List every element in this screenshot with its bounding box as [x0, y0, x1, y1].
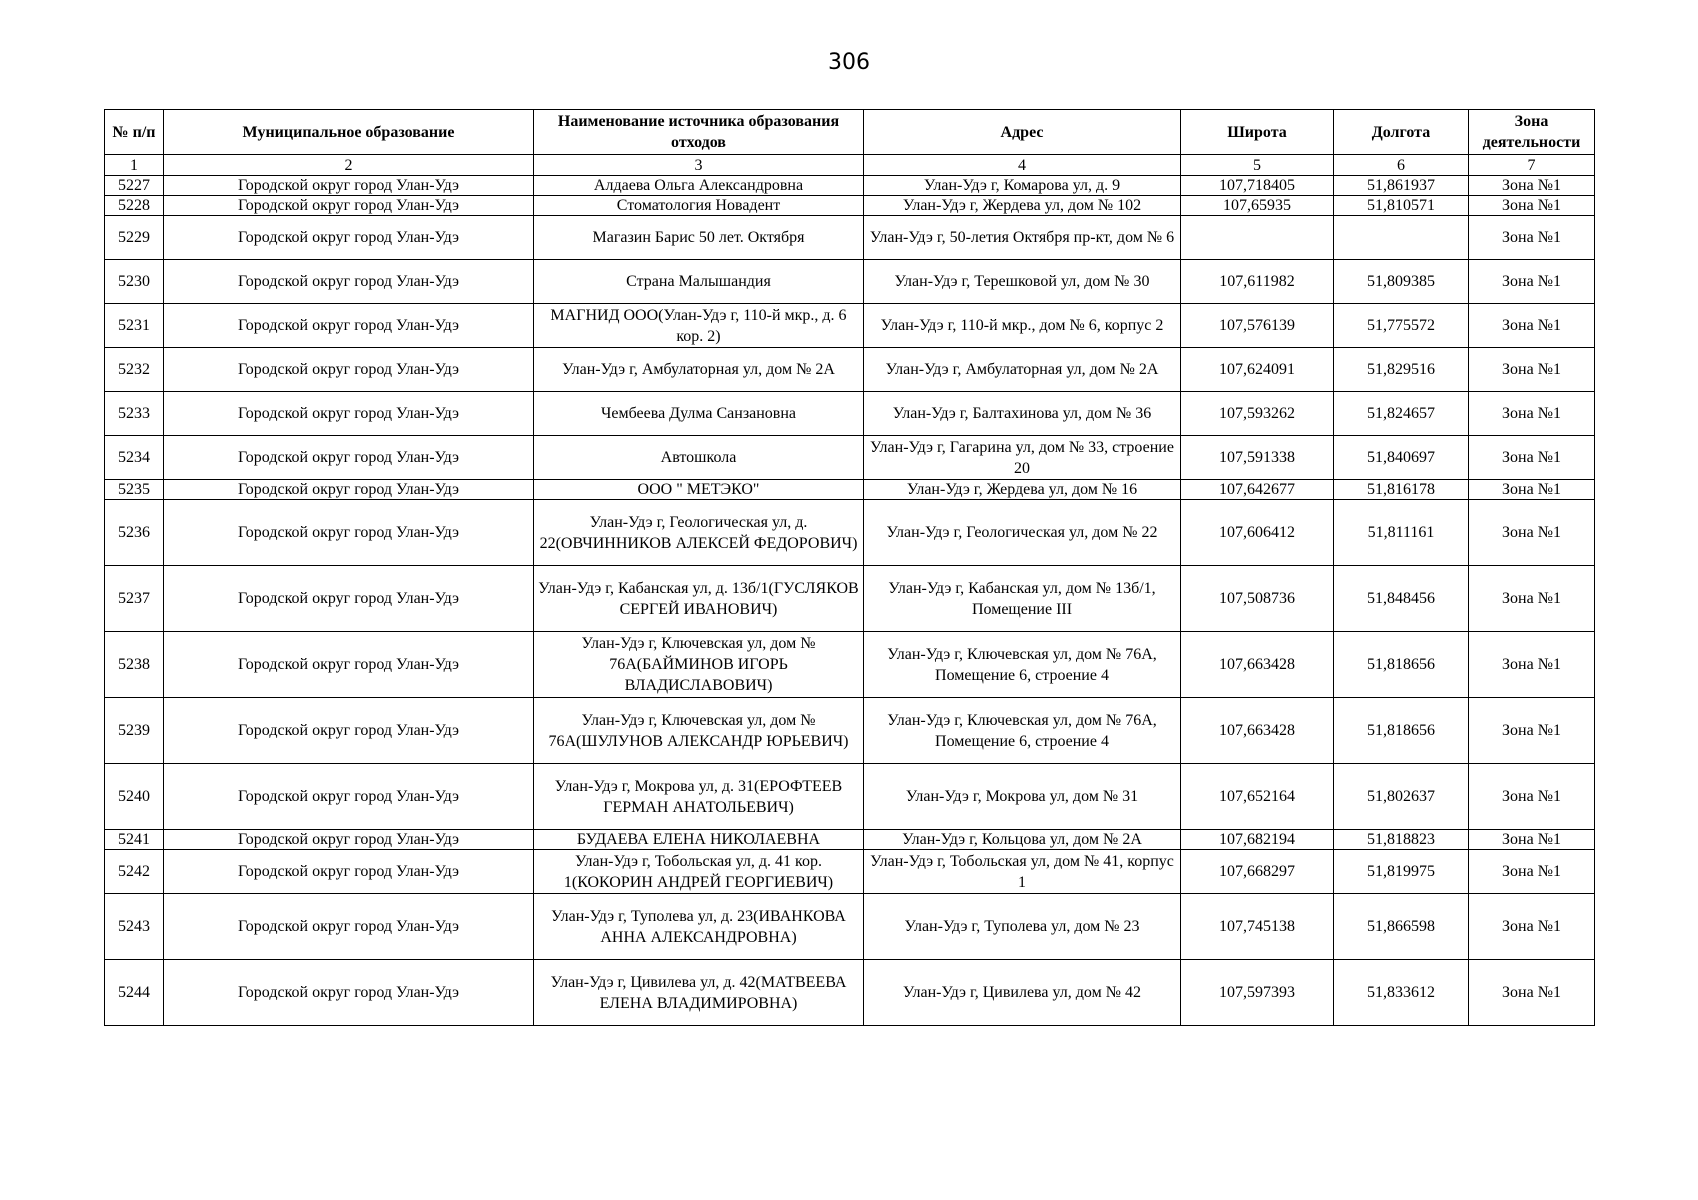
address-cell: Улан-Удэ г, Жердева ул, дом № 16: [864, 480, 1181, 500]
longitude-cell: 51,810571: [1334, 196, 1469, 216]
longitude-cell: 51,824657: [1334, 392, 1469, 436]
table-row: [105, 196, 1595, 216]
latitude-cell: 107,663428: [1181, 698, 1334, 764]
address-cell: Улан-Удэ г, Ключевская ул, дом № 76А, Помещение 6, строение 4: [864, 632, 1181, 698]
table-row: [105, 632, 1595, 698]
latitude-cell: 107,606412: [1181, 500, 1334, 566]
latitude-cell: 107,576139: [1181, 304, 1334, 348]
longitude-cell: 51,802637: [1334, 764, 1469, 830]
address-cell: Улан-Удэ г, Гагарина ул, дом № 33, строение 20: [864, 436, 1181, 480]
municipality-cell: Городской округ город Улан-Удэ: [164, 176, 534, 196]
address-cell: Улан-Удэ г, Амбулаторная ул, дом № 2А: [864, 348, 1181, 392]
source-name-cell: Улан-Удэ г, Ключевская ул, дом № 76А(ШУЛУНОВ АЛЕКСАНДР ЮРЬЕВИЧ): [534, 698, 864, 764]
longitude-cell: 51,829516: [1334, 348, 1469, 392]
address-cell: Улан-Удэ г, Жердева ул, дом № 102: [864, 196, 1181, 216]
longitude-cell: 51,819975: [1334, 850, 1469, 894]
table-row: [105, 480, 1595, 500]
zone-cell: Зона №1: [1469, 850, 1595, 894]
zone-cell: Зона №1: [1469, 304, 1595, 348]
row-number-cell: 5240: [105, 764, 164, 830]
zone-cell: Зона №1: [1469, 894, 1595, 960]
latitude-cell: 107,591338: [1181, 436, 1334, 480]
table-row: [105, 216, 1595, 260]
column-number: 3: [534, 155, 864, 176]
longitude-cell: 51,811161: [1334, 500, 1469, 566]
column-number: 5: [1181, 155, 1334, 176]
latitude-cell: 107,652164: [1181, 764, 1334, 830]
longitude-cell: 51,861937: [1334, 176, 1469, 196]
address-cell: Улан-Удэ г, 110-й мкр., дом № 6, корпус 2: [864, 304, 1181, 348]
table-row: [105, 392, 1595, 436]
table-row: [105, 260, 1595, 304]
table-row: [105, 894, 1595, 960]
row-number-cell: 5232: [105, 348, 164, 392]
table-row: [105, 436, 1595, 480]
table-row: [105, 698, 1595, 764]
latitude-cell: 107,508736: [1181, 566, 1334, 632]
latitude-cell: 107,668297: [1181, 850, 1334, 894]
zone-cell: Зона №1: [1469, 960, 1595, 1026]
row-number-cell: 5238: [105, 632, 164, 698]
col-header-municipality: Муниципальное образование: [164, 110, 534, 155]
zone-cell: Зона №1: [1469, 480, 1595, 500]
zone-cell: Зона №1: [1469, 348, 1595, 392]
row-number-cell: 5228: [105, 196, 164, 216]
row-number-cell: 5236: [105, 500, 164, 566]
row-number-cell: 5242: [105, 850, 164, 894]
municipality-cell: Городской округ город Улан-Удэ: [164, 480, 534, 500]
col-header-zone: Зона деятельности: [1469, 110, 1595, 155]
row-number-cell: 5227: [105, 176, 164, 196]
table-row: [105, 176, 1595, 196]
address-cell: Улан-Удэ г, Геологическая ул, дом № 22: [864, 500, 1181, 566]
municipality-cell: Городской округ город Улан-Удэ: [164, 392, 534, 436]
municipality-cell: Городской округ город Улан-Удэ: [164, 850, 534, 894]
latitude-cell: 107,624091: [1181, 348, 1334, 392]
address-cell: Улан-Удэ г, 50-летия Октября пр-кт, дом № 6: [864, 216, 1181, 260]
row-number-cell: 5235: [105, 480, 164, 500]
municipality-cell: Городской округ город Улан-Удэ: [164, 632, 534, 698]
address-cell: Улан-Удэ г, Цивилева ул, дом № 42: [864, 960, 1181, 1026]
source-name-cell: БУДАЕВА ЕЛЕНА НИКОЛАЕВНА: [534, 830, 864, 850]
source-name-cell: Улан-Удэ г, Туполева ул, д. 23(ИВАНКОВА АННА АЛЕКСАНДРОВНА): [534, 894, 864, 960]
municipality-cell: Городской округ город Улан-Удэ: [164, 304, 534, 348]
header-row: [105, 110, 1595, 155]
address-cell: Улан-Удэ г, Туполева ул, дом № 23: [864, 894, 1181, 960]
longitude-cell: 51,818656: [1334, 698, 1469, 764]
source-name-cell: Страна Малышандия: [534, 260, 864, 304]
source-name-cell: Магазин Барис 50 лет. Октября: [534, 216, 864, 260]
latitude-cell: 107,65935: [1181, 196, 1334, 216]
latitude-cell: 107,745138: [1181, 894, 1334, 960]
longitude-cell: 51,818823: [1334, 830, 1469, 850]
municipality-cell: Городской округ город Улан-Удэ: [164, 960, 534, 1026]
latitude-cell: 107,593262: [1181, 392, 1334, 436]
zone-cell: Зона №1: [1469, 698, 1595, 764]
waste-sources-table: [104, 109, 1595, 1026]
zone-cell: Зона №1: [1469, 764, 1595, 830]
row-number-cell: 5231: [105, 304, 164, 348]
address-cell: Улан-Удэ г, Мокрова ул, дом № 31: [864, 764, 1181, 830]
address-cell: Улан-Удэ г, Терешковой ул, дом № 30: [864, 260, 1181, 304]
source-name-cell: Улан-Удэ г, Амбулаторная ул, дом № 2А: [534, 348, 864, 392]
row-number-cell: 5234: [105, 436, 164, 480]
longitude-cell: 51,840697: [1334, 436, 1469, 480]
longitude-cell: 51,816178: [1334, 480, 1469, 500]
source-name-cell: Улан-Удэ г, Кабанская ул, д. 13б/1(ГУСЛЯКОВ СЕРГЕЙ ИВАНОВИЧ): [534, 566, 864, 632]
source-name-cell: Улан-Удэ г, Геологическая ул, д. 22(ОВЧИННИКОВ АЛЕКСЕЙ ФЕДОРОВИЧ): [534, 500, 864, 566]
col-header-number: № п/п: [105, 110, 164, 155]
address-cell: Улан-Удэ г, Кольцова ул, дом № 2А: [864, 830, 1181, 850]
latitude-cell: 107,611982: [1181, 260, 1334, 304]
row-number-cell: 5233: [105, 392, 164, 436]
address-cell: Улан-Удэ г, Комарова ул, д. 9: [864, 176, 1181, 196]
municipality-cell: Городской округ город Улан-Удэ: [164, 436, 534, 480]
table-row: [105, 830, 1595, 850]
municipality-cell: Городской округ город Улан-Удэ: [164, 260, 534, 304]
source-name-cell: Улан-Удэ г, Мокрова ул, д. 31(ЕРОФТЕЕВ ГЕРМАН АНАТОЛЬЕВИЧ): [534, 764, 864, 830]
address-cell: Улан-Удэ г, Тобольская ул, дом № 41, корпус 1: [864, 850, 1181, 894]
table-row: [105, 304, 1595, 348]
source-name-cell: МАГНИД ООО(Улан-Удэ г, 110-й мкр., д. 6 кор. 2): [534, 304, 864, 348]
row-number-cell: 5230: [105, 260, 164, 304]
latitude-cell: 107,642677: [1181, 480, 1334, 500]
zone-cell: Зона №1: [1469, 566, 1595, 632]
longitude-cell: 51,775572: [1334, 304, 1469, 348]
municipality-cell: Городской округ город Улан-Удэ: [164, 566, 534, 632]
latitude-cell: 107,718405: [1181, 176, 1334, 196]
source-name-cell: Улан-Удэ г, Тобольская ул, д. 41 кор. 1(КОКОРИН АНДРЕЙ ГЕОРГИЕВИЧ): [534, 850, 864, 894]
zone-cell: Зона №1: [1469, 216, 1595, 260]
zone-cell: Зона №1: [1469, 632, 1595, 698]
latitude-cell: 107,597393: [1181, 960, 1334, 1026]
longitude-cell: 51,809385: [1334, 260, 1469, 304]
municipality-cell: Городской округ город Улан-Удэ: [164, 830, 534, 850]
row-number-cell: 5244: [105, 960, 164, 1026]
source-name-cell: Стоматология Новадент: [534, 196, 864, 216]
address-cell: Улан-Удэ г, Балтахинова ул, дом № 36: [864, 392, 1181, 436]
municipality-cell: Городской округ город Улан-Удэ: [164, 500, 534, 566]
column-number: 6: [1334, 155, 1469, 176]
col-header-longitude: Долгота: [1334, 110, 1469, 155]
column-number: 7: [1469, 155, 1595, 176]
municipality-cell: Городской округ город Улан-Удэ: [164, 216, 534, 260]
zone-cell: Зона №1: [1469, 260, 1595, 304]
table-row: [105, 500, 1595, 566]
zone-cell: Зона №1: [1469, 500, 1595, 566]
municipality-cell: Городской округ город Улан-Удэ: [164, 196, 534, 216]
zone-cell: Зона №1: [1469, 830, 1595, 850]
latitude-cell: [1181, 216, 1334, 260]
source-name-cell: Алдаева Ольга Александровна: [534, 176, 864, 196]
municipality-cell: Городской округ город Улан-Удэ: [164, 764, 534, 830]
zone-cell: Зона №1: [1469, 196, 1595, 216]
municipality-cell: Городской округ город Улан-Удэ: [164, 698, 534, 764]
row-number-cell: 5239: [105, 698, 164, 764]
source-name-cell: Чембеева Дулма Санзановна: [534, 392, 864, 436]
longitude-cell: [1334, 216, 1469, 260]
column-number: 1: [105, 155, 164, 176]
column-number: 4: [864, 155, 1181, 176]
longitude-cell: 51,833612: [1334, 960, 1469, 1026]
col-header-latitude: Широта: [1181, 110, 1334, 155]
table-row: [105, 348, 1595, 392]
source-name-cell: Автошкола: [534, 436, 864, 480]
zone-cell: Зона №1: [1469, 392, 1595, 436]
row-number-cell: 5243: [105, 894, 164, 960]
source-name-cell: Улан-Удэ г, Цивилева ул, д. 42(МАТВЕЕВА ЕЛЕНА ВЛАДИМИРОВНА): [534, 960, 864, 1026]
address-cell: Улан-Удэ г, Кабанская ул, дом № 13б/1, Помещение III: [864, 566, 1181, 632]
col-header-source-name: Наименование источника образования отходов: [534, 110, 864, 155]
latitude-cell: 107,663428: [1181, 632, 1334, 698]
longitude-cell: 51,818656: [1334, 632, 1469, 698]
zone-cell: Зона №1: [1469, 176, 1595, 196]
latitude-cell: 107,682194: [1181, 830, 1334, 850]
page-number: 306: [828, 50, 870, 75]
zone-cell: Зона №1: [1469, 436, 1595, 480]
column-number: 2: [164, 155, 534, 176]
column-number-row: [105, 155, 1595, 176]
address-cell: Улан-Удэ г, Ключевская ул, дом № 76А, Помещение 6, строение 4: [864, 698, 1181, 764]
table-row: [105, 960, 1595, 1026]
municipality-cell: Городской округ город Улан-Удэ: [164, 348, 534, 392]
table-row: [105, 850, 1595, 894]
row-number-cell: 5237: [105, 566, 164, 632]
source-name-cell: ООО " МЕТЭКО": [534, 480, 864, 500]
row-number-cell: 5229: [105, 216, 164, 260]
table-row: [105, 566, 1595, 632]
row-number-cell: 5241: [105, 830, 164, 850]
longitude-cell: 51,848456: [1334, 566, 1469, 632]
col-header-address: Адрес: [864, 110, 1181, 155]
source-name-cell: Улан-Удэ г, Ключевская ул, дом № 76А(БАЙМИНОВ ИГОРЬ ВЛАДИСЛАВОВИЧ): [534, 632, 864, 698]
longitude-cell: 51,866598: [1334, 894, 1469, 960]
municipality-cell: Городской округ город Улан-Удэ: [164, 894, 534, 960]
table-row: [105, 764, 1595, 830]
